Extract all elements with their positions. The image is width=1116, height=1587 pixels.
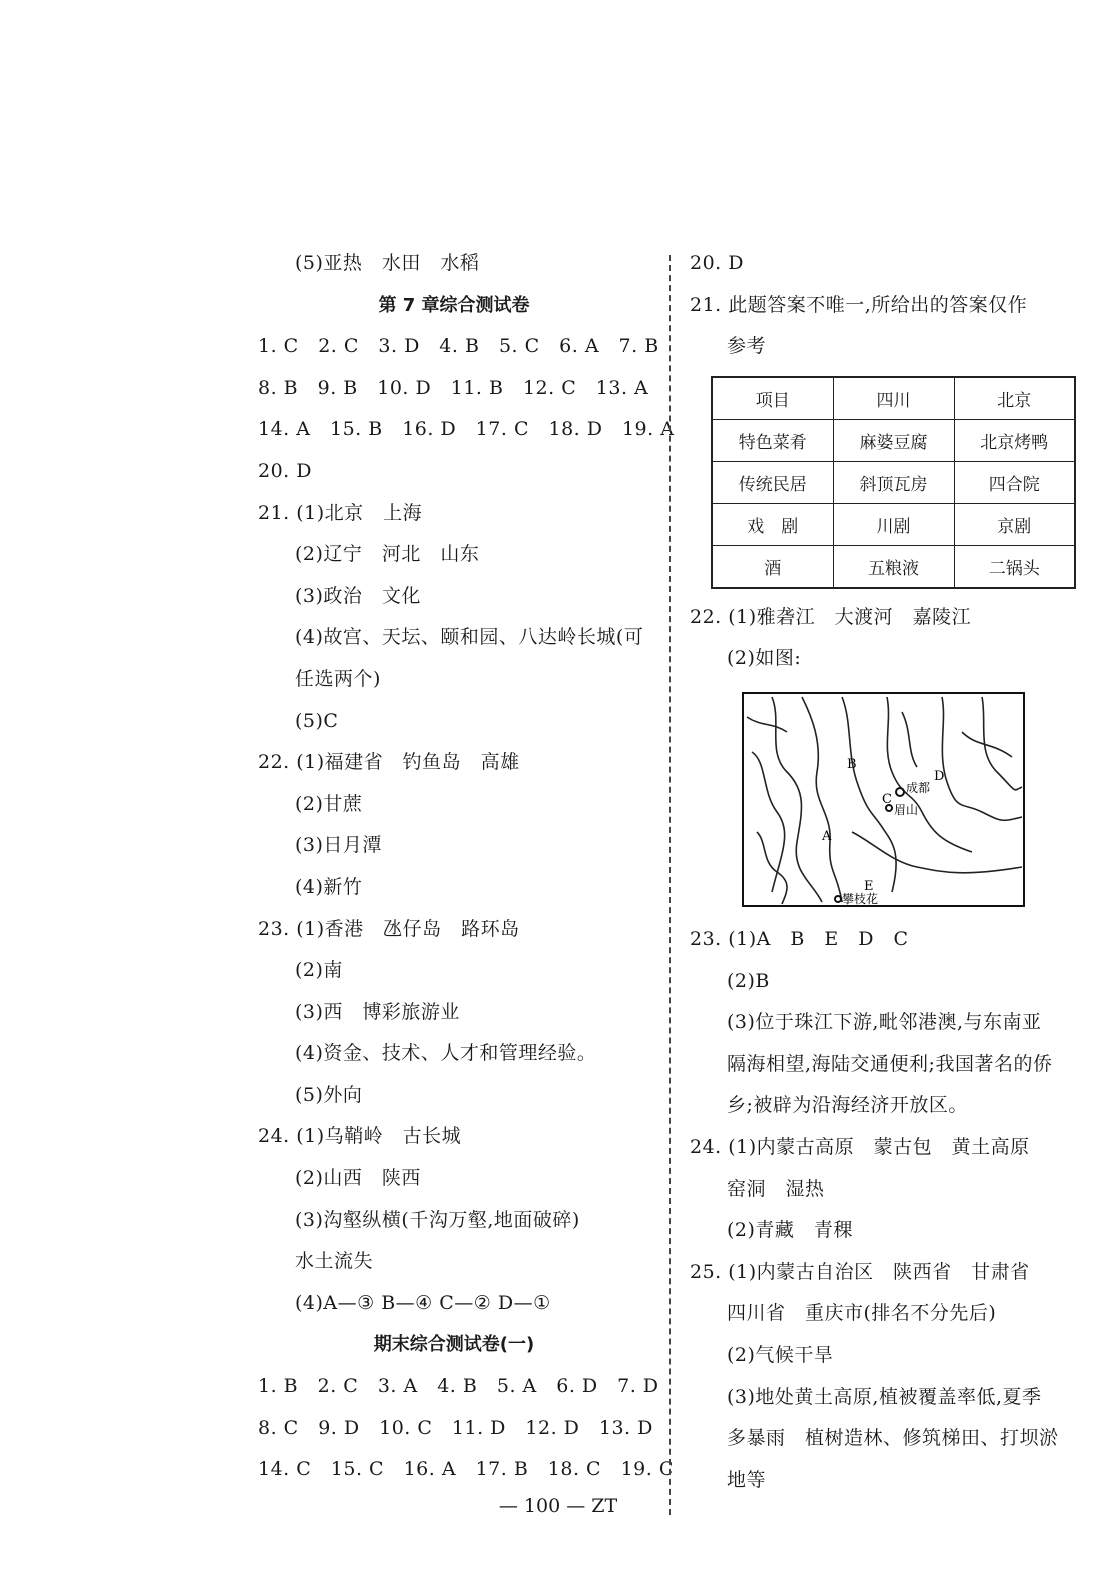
answer-line: (4)故宫、天坛、颐和园、八达岭长城(可: [295, 626, 644, 649]
answer-line: (2)南: [295, 959, 343, 982]
table-row: [712, 419, 1075, 461]
answer-line: 23. (1)香港 氹仔岛 路环岛: [258, 917, 520, 940]
map-label-meishan: 眉山: [894, 802, 919, 817]
answer-line: (3)日月潭: [295, 834, 382, 857]
answer-line: 参考: [727, 335, 767, 358]
map-label-c: C: [882, 791, 892, 807]
table-row: [712, 461, 1075, 503]
answer-line: 24. (1)内蒙古高原 蒙古包 黄土高原: [690, 1135, 1030, 1158]
column-divider: [669, 255, 671, 1515]
answer-line: (3)沟壑纵横(千沟万壑,地面破碎): [295, 1208, 580, 1231]
answer-line: (3)西 博彩旅游业: [295, 1000, 460, 1023]
table-cell: 戏 剧: [712, 503, 833, 545]
answer-line: 四川省 重庆市(排名不分先后): [727, 1302, 997, 1325]
left-column: [258, 243, 675, 1491]
answer-line: 20. D: [258, 459, 312, 482]
answer-line: 21. (1)北京 上海: [258, 501, 423, 524]
map-label-d: D: [934, 768, 945, 784]
answer-line: (4)A—③ B—④ C—② D—①: [295, 1291, 551, 1314]
answer-line: (2)甘蔗: [295, 792, 363, 815]
right-column: [690, 243, 1085, 1501]
answer-line: 8. B 9. B 10. D 11. B 12. C 13. A: [258, 376, 649, 399]
section-title: 期末综合测试卷(一): [373, 1334, 535, 1356]
answer-line: 22. (1)雅砻江 大渡河 嘉陵江: [690, 605, 972, 628]
table-cell: 北京: [954, 377, 1075, 420]
answer-line: (5)外向: [295, 1083, 363, 1106]
comparison-table: [711, 376, 1076, 589]
map-label-chengdu: 成都: [906, 780, 931, 795]
answer-line: 8. C 9. D 10. C 11. D 12. D 13. D: [258, 1416, 653, 1439]
table-row: [712, 503, 1075, 545]
page-footer: — 100 — ZT: [498, 1495, 618, 1517]
map-label-e: E: [864, 878, 874, 894]
table-cell: 传统民居: [712, 461, 833, 503]
answer-line: 24. (1)乌鞘岭 古长城: [258, 1125, 462, 1148]
answer-line: 1. C 2. C 3. D 4. B 5. C 6. A 7. B: [258, 335, 659, 358]
table-cell: 酒: [712, 545, 833, 588]
section-title: 第 7 章综合测试卷: [378, 294, 530, 316]
map-label-panzhihua: 攀枝花: [842, 891, 879, 906]
answer-line: 14. A 15. B 16. D 17. C 18. D 19. A: [258, 418, 675, 441]
answer-line: 水土流失: [295, 1250, 374, 1273]
table-cell: 二锅头: [954, 545, 1075, 588]
table-cell: 四川: [833, 377, 954, 420]
map-label-b: B: [847, 756, 857, 772]
answer-line: (2)山西 陕西: [295, 1167, 421, 1190]
answer-line: 窑洞 湿热: [727, 1177, 825, 1200]
table-cell: 项目: [712, 377, 833, 420]
answer-line: 25. (1)内蒙古自治区 陕西省 甘肃省: [690, 1260, 1030, 1283]
answer-line: 任选两个): [295, 667, 381, 690]
table-cell: 特色菜肴: [712, 419, 833, 461]
map-label-a: A: [822, 828, 832, 844]
answers-23-25: [690, 919, 1085, 1501]
answer-line: (4)资金、技术、人才和管理经验。: [295, 1042, 597, 1065]
answer-line: (2)青藏 青稞: [727, 1219, 853, 1242]
answers-22: [690, 597, 1085, 680]
answer-line: 22. (1)福建省 钓鱼岛 高雄: [258, 751, 520, 774]
answer-line: (5)C: [295, 709, 339, 732]
answer-line: (5)亚热 水田 水稻: [295, 252, 480, 274]
table-row: [712, 377, 1075, 420]
answer-line: 地等: [727, 1468, 767, 1491]
answer-line: 隔海相望,海陆交通便利;我国著名的侨: [727, 1052, 1053, 1075]
table-cell: 北京烤鸭: [954, 419, 1075, 461]
answer-line: 多暴雨 植树造林、修筑梯田、打坝淤: [727, 1427, 1059, 1450]
table-cell: 五粮液: [833, 545, 954, 588]
table-row: [712, 545, 1075, 588]
answer-line: (2)气候干旱: [727, 1343, 834, 1366]
answer-line: 14. C 15. C 16. A 17. B 18. C 19. C: [258, 1458, 674, 1481]
table-cell: 麻婆豆腐: [833, 419, 954, 461]
answer-line: 23. (1)A B E D C: [690, 927, 909, 950]
answer-line: (2)如图:: [727, 647, 802, 670]
answer-line: 乡;被辟为沿海经济开放区。: [727, 1094, 968, 1117]
answer-line: (3)政治 文化: [295, 584, 421, 607]
answer-line: (3)位于珠江下游,毗邻港澳,与东南亚: [727, 1011, 1042, 1034]
answer-line: 1. B 2. C 3. A 4. B 5. A 6. D 7. D: [258, 1375, 659, 1398]
table-cell: 四合院: [954, 461, 1075, 503]
answer-line: (2)B: [727, 969, 770, 992]
answer-line: 21. 此题答案不唯一,所给出的答案仅作: [690, 293, 1028, 316]
table-cell: 斜顶瓦房: [833, 461, 954, 503]
sichuan-river-map: [742, 692, 1025, 907]
table-cell: 川剧: [833, 503, 954, 545]
answer-line: 20. D: [690, 252, 744, 274]
answer-line: (4)新竹: [295, 875, 363, 898]
answer-line: (2)辽宁 河北 山东: [295, 543, 480, 566]
answers-20-21: [690, 243, 1085, 368]
answer-line: (3)地处黄土高原,植被覆盖率低,夏季: [727, 1385, 1042, 1408]
table-cell: 京剧: [954, 503, 1075, 545]
